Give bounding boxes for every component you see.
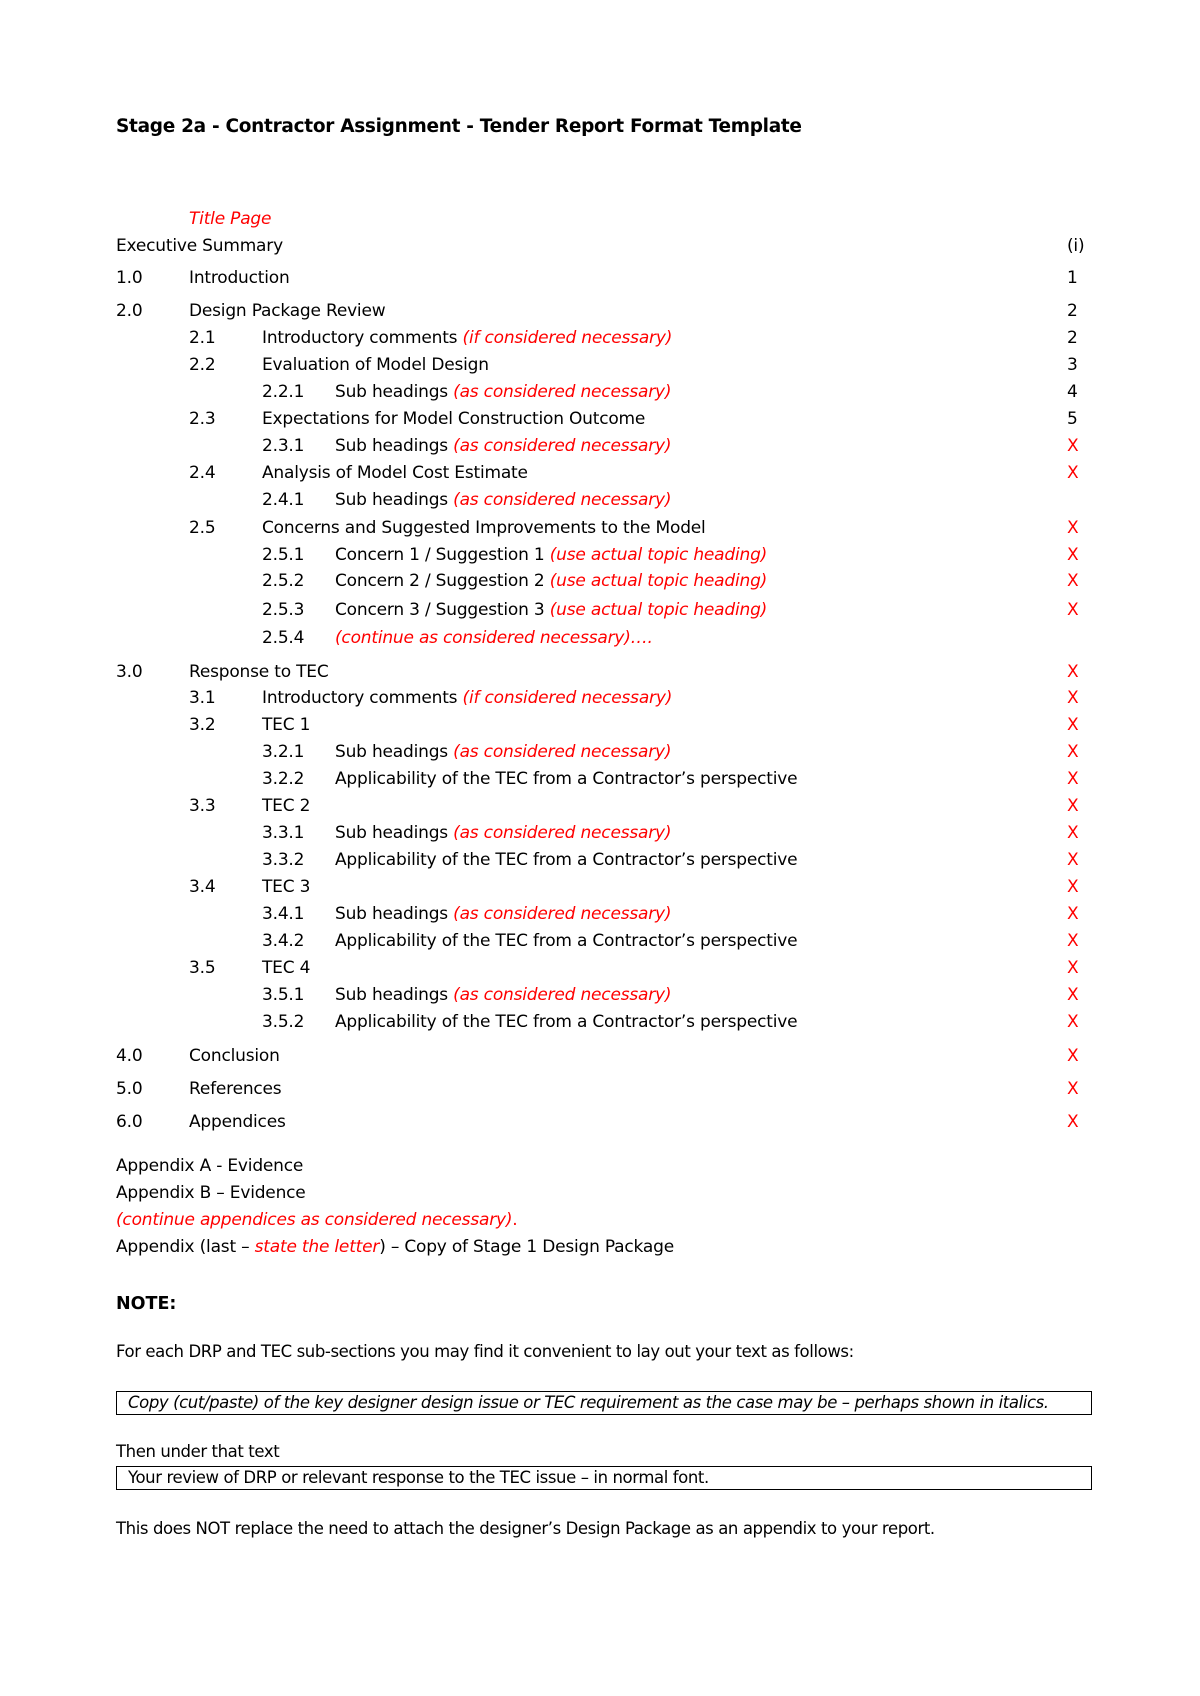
toc-heading-text: Concern 1 / Suggestion 1: [335, 545, 550, 565]
toc-heading: [189, 1046, 280, 1066]
toc-entry: [0, 571, 1200, 595]
toc-heading-note: (as considered necessary): [453, 823, 672, 843]
toc-entry: [0, 877, 1200, 901]
toc-heading: [335, 823, 671, 843]
toc-heading-text: Response to TEC: [189, 662, 329, 682]
toc-entry: [0, 628, 1200, 652]
toc-entry: [0, 436, 1200, 460]
toc-heading: [335, 985, 671, 1005]
toc-entry: [0, 355, 1200, 379]
appendix-continue: [116, 1210, 518, 1230]
toc-heading-note: (if considered necessary): [462, 688, 673, 708]
toc-heading: [262, 409, 645, 429]
toc-heading-text: Applicability of the TEC from a Contractor’s perspective: [335, 931, 798, 951]
toc-page-number: X: [1067, 545, 1079, 565]
toc-heading-text: Appendices: [189, 1112, 286, 1132]
toc-heading-text: Evaluation of Model Design: [262, 355, 489, 375]
toc-heading-text: Concerns and Suggested Improvements to the Model: [262, 518, 706, 538]
toc-number: 3.1: [189, 688, 216, 708]
toc-heading-note: (if considered necessary): [462, 328, 673, 348]
toc-page-number: X: [1067, 463, 1079, 483]
toc-heading: [335, 382, 671, 402]
toc-heading-text: TEC 2: [262, 796, 311, 816]
toc-number: 3.4: [189, 877, 216, 897]
toc-heading: [335, 769, 797, 789]
toc-heading: [335, 904, 671, 924]
toc-heading: [335, 931, 797, 951]
toc-number: 3.3: [189, 796, 216, 816]
toc-heading-note: (as considered necessary): [453, 436, 672, 456]
toc-heading-text: Analysis of Model Cost Estimate: [262, 463, 528, 483]
example-box-normal: Your review of DRP or relevant response to the TEC issue – in normal font.: [116, 1466, 1092, 1490]
toc-entry: [0, 769, 1200, 793]
toc-heading-text: Sub headings: [335, 382, 454, 402]
toc-page-number: X: [1067, 958, 1079, 978]
toc-page-number: X: [1067, 662, 1079, 682]
toc-number: 2.2: [189, 355, 216, 375]
toc-page-number: X: [1067, 1112, 1079, 1132]
toc-heading-text: Concern 3 / Suggestion 3: [335, 600, 550, 620]
toc-number: 2.5.4: [262, 628, 305, 648]
toc-heading-note: (as considered necessary): [453, 904, 672, 924]
toc-heading: [262, 463, 528, 483]
toc-page-number: X: [1067, 904, 1079, 924]
toc-heading-note: (as considered necessary): [453, 742, 672, 762]
toc-heading: [335, 490, 671, 510]
toc-number: 5.0: [116, 1079, 143, 1099]
toc-heading-text: Introductory comments: [262, 688, 463, 708]
toc-entry: [0, 409, 1200, 433]
toc-page-number: X: [1067, 1046, 1079, 1066]
toc-number: 1.0: [116, 268, 143, 288]
toc-entry: [0, 463, 1200, 487]
toc-heading-note: (use actual topic heading): [549, 545, 768, 565]
toc-heading-text: Introduction: [189, 268, 290, 288]
toc-page-number: 3: [1067, 355, 1078, 375]
toc-heading-text: Applicability of the TEC from a Contractor’s perspective: [335, 850, 798, 870]
toc-heading: [262, 688, 672, 708]
toc-entry: [0, 742, 1200, 766]
toc-page-number: X: [1067, 600, 1079, 620]
toc-heading: [262, 518, 706, 538]
toc-page-number: X: [1067, 518, 1079, 538]
toc-heading: [189, 301, 385, 321]
toc-number: 2.0: [116, 301, 143, 321]
appendix-last-prefix: Appendix (last –: [116, 1237, 255, 1257]
toc-heading-text: Sub headings: [335, 436, 454, 456]
toc-entry: [0, 985, 1200, 1009]
title-page-line: [0, 209, 1200, 233]
note-then: Then under that text: [116, 1442, 280, 1461]
title-page-label: Title Page: [189, 209, 272, 229]
toc-entry: [0, 1012, 1200, 1036]
toc-number: 3.2.2: [262, 769, 305, 789]
toc-entry: [0, 1079, 1200, 1103]
toc-entry: [0, 490, 1200, 514]
toc-number: 3.5: [189, 958, 216, 978]
toc-heading: [335, 600, 767, 620]
toc-page-number: X: [1067, 796, 1079, 816]
example-box-italic: Copy (cut/paste) of the key designer design issue or TEC requirement as the case may be – perhaps shown in italics.: [116, 1391, 1092, 1415]
toc-entry: [0, 823, 1200, 847]
toc-page-number: X: [1067, 931, 1079, 951]
toc-entry: [0, 850, 1200, 874]
toc-heading-text: Executive Summary: [116, 236, 283, 256]
toc-entry: [0, 518, 1200, 542]
toc-number: 3.5.2: [262, 1012, 305, 1032]
toc-heading: [189, 1112, 286, 1132]
toc-page-number: X: [1067, 1012, 1079, 1032]
toc-page-number: X: [1067, 436, 1079, 456]
toc-entry: [0, 545, 1200, 569]
toc-page-number: X: [1067, 688, 1079, 708]
toc-number: 2.1: [189, 328, 216, 348]
toc-heading-text: Sub headings: [335, 985, 454, 1005]
toc-entry: [0, 1112, 1200, 1136]
appendix-last-suffix: ) – Copy of Stage 1 Design Package: [379, 1237, 674, 1257]
toc-entry: [0, 600, 1200, 624]
toc-number: 3.5.1: [262, 985, 305, 1005]
toc-number: 2.4.1: [262, 490, 305, 510]
toc-number: 2.4: [189, 463, 216, 483]
toc-heading: [335, 545, 767, 565]
toc-heading: [335, 571, 767, 591]
toc-number: 2.2.1: [262, 382, 305, 402]
appendix-last: [116, 1237, 674, 1257]
toc-heading-note: (continue as considered necessary)….: [335, 628, 653, 648]
toc-number: 6.0: [116, 1112, 143, 1132]
toc-heading: [262, 877, 310, 897]
toc-heading-text: References: [189, 1079, 282, 1099]
toc-heading-note: (as considered necessary): [453, 490, 672, 510]
toc-page-number: X: [1067, 742, 1079, 762]
toc-page-number: X: [1067, 571, 1079, 591]
toc-heading-text: Expectations for Model Construction Outcome: [262, 409, 646, 429]
toc-entry: [0, 904, 1200, 928]
toc-number: 3.4.2: [262, 931, 305, 951]
toc-heading-text: TEC 1: [262, 715, 311, 735]
appendix-last-note: state the letter: [254, 1237, 380, 1257]
toc-heading: [335, 436, 671, 456]
toc-heading: [335, 628, 653, 648]
toc-page-number: X: [1067, 850, 1079, 870]
toc-heading: [189, 662, 329, 682]
toc-page-number: X: [1067, 823, 1079, 843]
toc-number: 2.5: [189, 518, 216, 538]
note-intro: For each DRP and TEC sub-sections you may find it convenient to lay out your text as follows:: [116, 1342, 854, 1361]
toc-heading: [335, 742, 671, 762]
toc-page-number: 2: [1067, 301, 1078, 321]
note-closing: This does NOT replace the need to attach the designer’s Design Package as an appendix to your report.: [116, 1519, 935, 1538]
toc-entry: [0, 236, 1200, 260]
toc-heading-note: (use actual topic heading): [549, 600, 768, 620]
toc-entry: [0, 958, 1200, 982]
appendix-a: Appendix A - Evidence: [116, 1156, 304, 1176]
toc-heading: [335, 850, 797, 870]
toc-number: 3.2: [189, 715, 216, 735]
toc-page-number: X: [1067, 715, 1079, 735]
toc-entry: [0, 301, 1200, 325]
toc-page-number: 2: [1067, 328, 1078, 348]
toc-entry: [0, 328, 1200, 352]
toc-number: 2.3.1: [262, 436, 305, 456]
toc-heading: [262, 715, 310, 735]
toc-heading-text: TEC 4: [262, 958, 311, 978]
toc-entry: [0, 268, 1200, 292]
toc-heading: [189, 268, 290, 288]
toc-heading-text: Introductory comments: [262, 328, 463, 348]
toc-number: 3.0: [116, 662, 143, 682]
toc-heading: [262, 355, 489, 375]
toc-entry: [0, 1046, 1200, 1070]
toc-heading: [262, 328, 672, 348]
toc-page-number: 1: [1067, 268, 1078, 288]
toc-page-number: 5: [1067, 409, 1078, 429]
toc-heading-text: Conclusion: [189, 1046, 280, 1066]
toc-heading-text: Design Package Review: [189, 301, 386, 321]
appendix-b: Appendix B – Evidence: [116, 1183, 306, 1203]
toc-number: 3.4.1: [262, 904, 305, 924]
toc-heading-note: (as considered necessary): [453, 382, 672, 402]
toc-heading-text: Sub headings: [335, 490, 454, 510]
toc-page-number: (i): [1067, 236, 1085, 256]
toc-number: 3.3.1: [262, 823, 305, 843]
toc-heading-note: (as considered necessary): [453, 985, 672, 1005]
toc-entry: [0, 931, 1200, 955]
toc-heading: [189, 1079, 281, 1099]
toc-entry: [0, 688, 1200, 712]
toc-page-number: 4: [1067, 382, 1078, 402]
toc-heading: [262, 796, 310, 816]
toc-page-number: X: [1067, 877, 1079, 897]
toc-number: 2.5.1: [262, 545, 305, 565]
toc-entry: [0, 382, 1200, 406]
toc-heading-text: Sub headings: [335, 823, 454, 843]
toc-heading: [116, 236, 283, 256]
toc-heading-text: Applicability of the TEC from a Contractor’s perspective: [335, 1012, 798, 1032]
toc-heading-text: Concern 2 / Suggestion 2: [335, 571, 550, 591]
document-title: Stage 2a - Contractor Assignment - Tender Report Format Template: [116, 116, 802, 137]
toc-heading-text: Sub headings: [335, 904, 454, 924]
toc-page-number: X: [1067, 1079, 1079, 1099]
toc-page-number: X: [1067, 985, 1079, 1005]
toc-heading: [262, 958, 310, 978]
note-heading: NOTE:: [116, 1294, 177, 1314]
toc-number: 2.5.2: [262, 571, 305, 591]
toc-entry: [0, 715, 1200, 739]
toc-heading-text: Applicability of the TEC from a Contractor’s perspective: [335, 769, 798, 789]
toc-heading: [335, 1012, 797, 1032]
toc-number: 2.5.3: [262, 600, 305, 620]
toc-entry: [0, 662, 1200, 686]
appendix-continue-note: (continue appendices as considered necessary): [116, 1210, 513, 1230]
toc-number: 2.3: [189, 409, 216, 429]
toc-heading-text: TEC 3: [262, 877, 311, 897]
toc-heading-text: Sub headings: [335, 742, 454, 762]
toc-number: 3.2.1: [262, 742, 305, 762]
toc-number: 3.3.2: [262, 850, 305, 870]
toc-entry: [0, 796, 1200, 820]
toc-page-number: X: [1067, 769, 1079, 789]
toc-heading-note: (use actual topic heading): [549, 571, 768, 591]
appendix-continue-dot: .: [512, 1210, 518, 1230]
toc-number: 4.0: [116, 1046, 143, 1066]
